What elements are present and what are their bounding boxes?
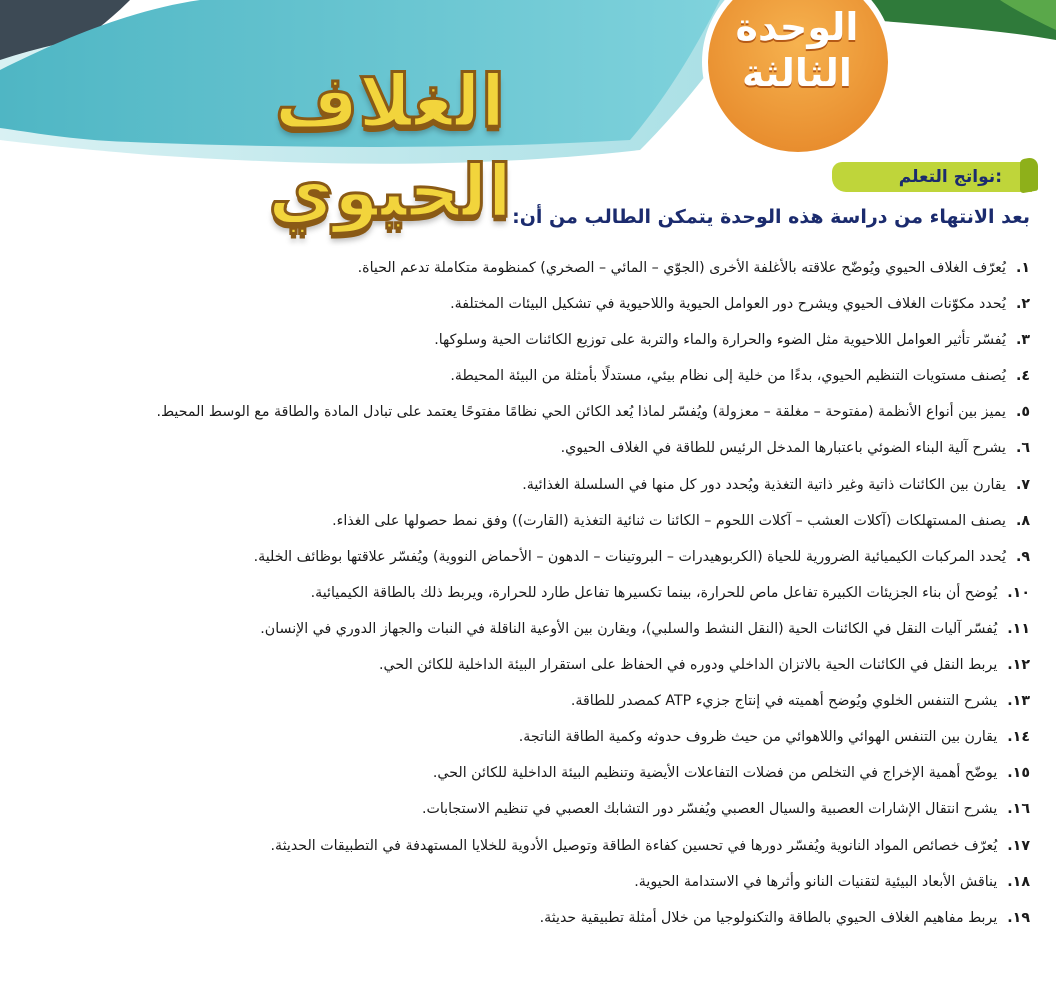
label-tab-decoration [1020,156,1038,193]
unit-title: الغلاف الحيوي [267,59,513,233]
outcome-item: ١١.يُفسّر آليات النقل في الكائنات الحية (النقل النشط والسلبي)، ويقارن بين الأوعية الناقلة في النبات والجهاز الدوري في الإنسان. [260,620,1030,637]
outcomes-intro: بعد الانتهاء من دراسة هذه الوحدة يتمكن الطالب من أن: [512,206,1030,228]
unit-label: الوحدة [735,5,859,49]
outcome-item: ١.يُعرّف الغلاف الحيوي ويُوضّح علاقته بالأغلفة الأخرى (الجوّي – المائي – الصخري) كمنظومة متكاملة تدعم الحياة. [357,260,1030,276]
outcome-item: ١٢.يربط النقل في الكائنات الحية بالاتزان الداخلي ودوره في الحفاظ على استقرار البيئة الداخلية للكائن الحي. [379,657,1030,674]
outcome-item: ١٥.يوضّح أهمية الإخراج في التخلص من فضلات التفاعلات الأيضية وتنظيم البيئة الداخلية للكائن الحي. [432,765,1030,782]
outcome-item: ٥.يميز بين أنواع الأنظمة (مفتوحة – مغلقة – معزولة) ويُفسّر لماذا يُعد الكائن الحي نظامًا مفتوحًا يعتمد على تبادل المادة والطاقة مع الوسط المحيط. [156,404,1030,421]
unit-badge [712,4,882,96]
outcome-item: ٤.يُصنف مستويات التنظيم الحيوي، بدءًا من خلية إلى نظام بيئي، مستدلًا بأمثلة من البيئة المحيطة. [450,368,1030,385]
outcome-item: ١٦.يشرح انتقال الإشارات العصبية والسيال العصبي ويُفسّر دور التشابك العصبي في تنظيم الاستجابات. [421,801,1030,818]
outcome-item: ٧.يقارن بين الكائنات ذاتية وغير ذاتية التغذية ويُحدد دور كل منها في السلسلة الغذائية. [522,476,1030,493]
outcome-item: ٢.يُحدد مكوّنات الغلاف الحيوي ويشرح دور العوامل الحيوية واللاحيوية في تشكيل البيئات المختلفة. [450,296,1030,313]
outcome-item: ٣.يُفسّر تأثير العوامل اللاحيوية مثل الضوء والحرارة والماء والتربة على توزيع الكائنات الحية وسلوكها. [434,332,1030,349]
outcome-item: ١٨.يناقش الأبعاد البيئية لتقنيات النانو وأثرها في الاستدامة الحيوية. [634,873,1030,890]
outcome-item: ١٩.يربط مفاهيم الغلاف الحيوي بالطاقة والتكنولوجيا من خلال أمثلة تطبيقية حديثة. [539,909,1030,926]
unit-number: الثالثة [742,51,852,95]
outcome-item: ٦.يشرح آلية البناء الضوئي باعتبارها المدخل الرئيس للطاقة في الغلاف الحيوي. [560,440,1030,457]
outcomes-list [20,250,1030,936]
outcome-item: ١٠.يُوضح أن بناء الجزيئات الكبيرة تفاعل ماص للحرارة، بينما تكسيرها تفاعل طارد للحرارة، ويربط ذلك بالطاقة الكيميائية. [310,584,1030,601]
outcome-item: ٩.يُحدد المركبات الكيميائية الضرورية للحياة (الكربوهيدرات – البروتينات – الدهون – الأحماض النووية) ويُفسّر علاقتها بوظائف الخلية. [253,548,1030,565]
outcome-item: ٨.يصنف المستهلكات (آكلات العشب – آكلات اللحوم – الكائنا ت ثنائية التغذية (القارت)) وفق نمط حصولها على الغذاء. [332,512,1030,529]
outcome-item: ١٤.يقارن بين التنفس الهوائي واللاهوائي من حيث ظروف حدوثه وكمية الطاقة الناتجة. [518,729,1030,746]
outcome-item: ١٧.يُعرّف خصائص المواد النانوية ويُفسّر دورها في تحسين كفاءة الطاقة وتوصيل الأدوية للخلايا المستهدفة في التطبيقات الحديثة. [270,837,1030,854]
outcome-item: ١٣.يشرح التنفس الخلوي ويُوضح أهميته في إنتاج جزيء ATP كمصدر للطاقة. [570,693,1030,710]
learning-outcomes-label [832,162,1032,192]
learning-outcomes-label-text: نواتج التعلم: [898,167,1002,187]
